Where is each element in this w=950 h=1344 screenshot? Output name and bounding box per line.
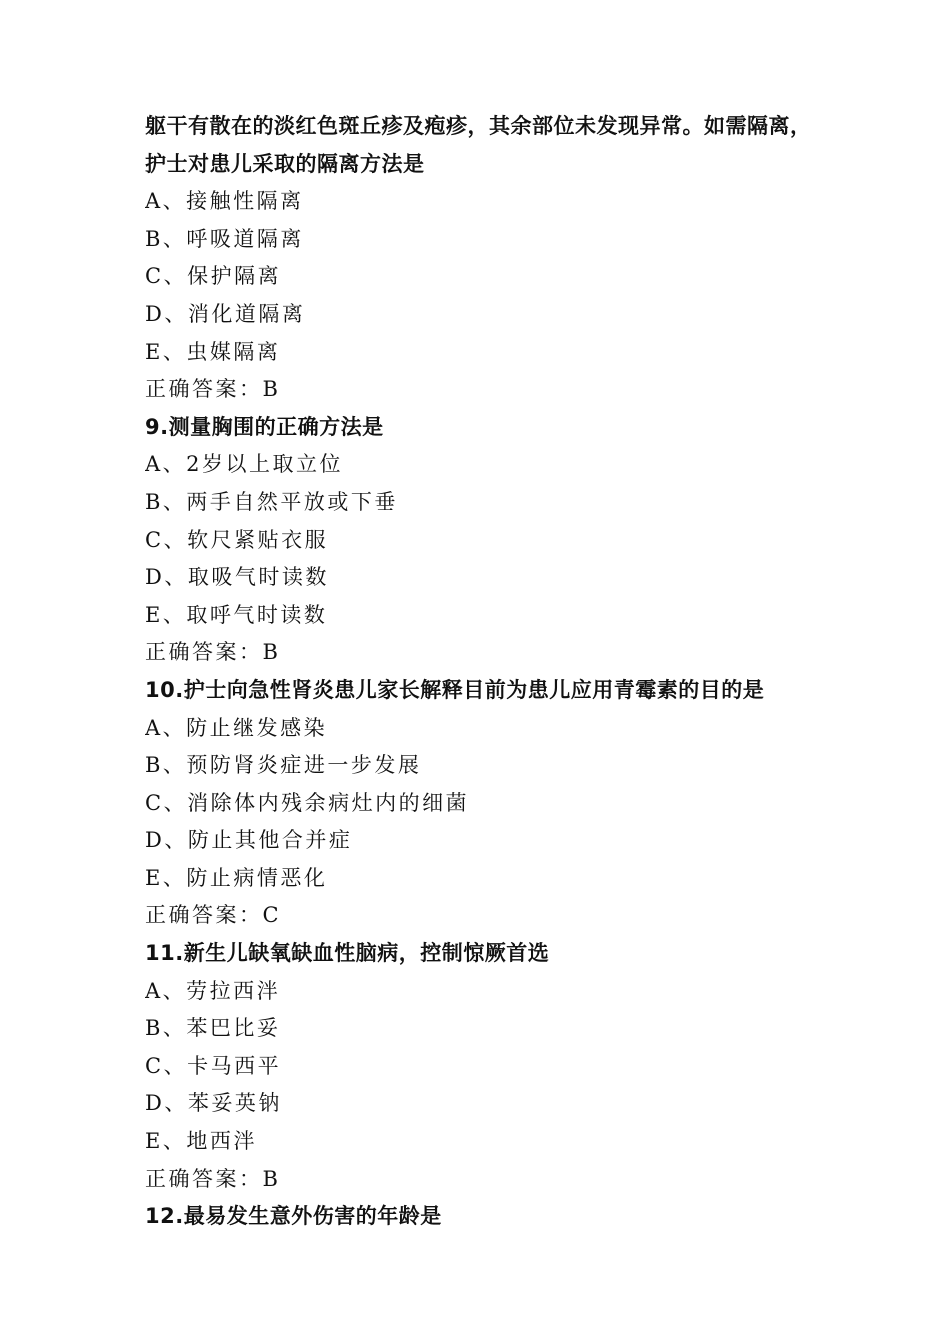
correct-answer: 正确答案：B	[145, 1166, 281, 1191]
question-stem: 12.最易发生意外伤害的年龄是	[145, 1204, 442, 1229]
option-c: C、卡马西平	[145, 1053, 282, 1078]
option-e: E、取呼气时读数	[145, 602, 328, 627]
option-b: B、两手自然平放或下垂	[145, 489, 398, 514]
option-e: E、防止病情恶化	[145, 865, 328, 890]
question-stem: 躯干有散在的淡红色斑丘疹及疱疹，其余部位未发现异常。如需隔离，护士对患儿采取的隔离方法是	[145, 114, 812, 176]
option-d: D、苯妥英钠	[145, 1091, 282, 1116]
option-d: D、防止其他合并症	[145, 828, 353, 853]
correct-answer: 正确答案：B	[145, 377, 281, 402]
option-c: C、保护隔离	[145, 264, 282, 289]
correct-answer: 正确答案：C	[145, 903, 282, 928]
option-e: E、地西泮	[145, 1129, 257, 1154]
question-stem: 10.护士向急性肾炎患儿家长解释目前为患儿应用青霉素的目的是	[145, 677, 765, 702]
option-c: C、消除体内残余病灶内的细菌	[145, 790, 470, 815]
option-e: E、虫媒隔离	[145, 339, 281, 364]
option-b: B、预防肾炎症进一步发展	[145, 753, 422, 778]
option-a: A、2岁以上取立位	[145, 452, 344, 477]
option-c: C、软尺紧贴衣服	[145, 527, 329, 552]
correct-answer: 正确答案：B	[145, 640, 281, 665]
option-a: A、接触性隔离	[145, 189, 304, 214]
question-list	[145, 108, 815, 1236]
option-d: D、取吸气时读数	[145, 565, 329, 590]
question-stem: 9.测量胸围的正确方法是	[145, 414, 384, 439]
option-b: B、苯巴比妥	[145, 1016, 281, 1041]
option-b: B、呼吸道隔离	[145, 226, 304, 251]
option-a: A、劳拉西泮	[145, 978, 281, 1003]
question-stem: 11.新生儿缺氧缺血性脑病，控制惊厥首选	[145, 941, 550, 966]
option-a: A、防止继发感染	[145, 715, 328, 740]
option-d: D、消化道隔离	[145, 301, 306, 326]
